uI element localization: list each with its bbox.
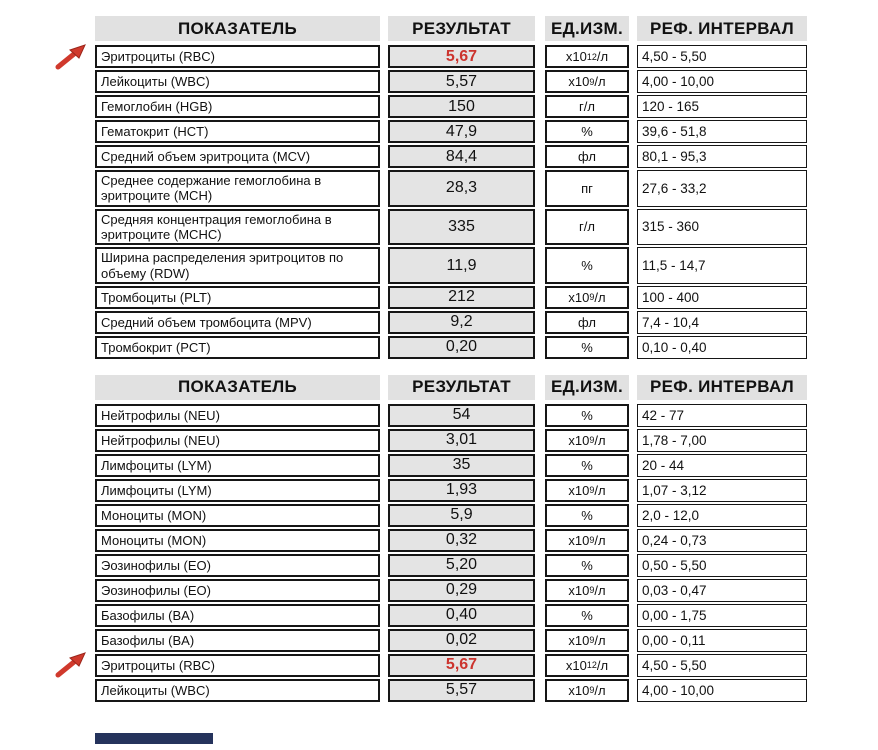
- unit-cell: х10 9 /л: [545, 429, 629, 452]
- parameter-cell: Эозинофилы (EO): [95, 554, 380, 577]
- result-cell: 0,02: [388, 629, 535, 652]
- result-cell: 11,9: [388, 247, 535, 284]
- result-cell: 0,32: [388, 529, 535, 552]
- table-row: [95, 209, 807, 246]
- unit-cell: %: [545, 247, 629, 284]
- result-cell: 150: [388, 95, 535, 118]
- unit-cell: х10 12 /л: [545, 45, 629, 68]
- column-header-parameter: ПОКАЗАТЕЛЬ: [95, 16, 380, 41]
- parameter-cell: Средний объем тромбоцита (MPV): [95, 311, 380, 334]
- table-row: [95, 479, 807, 502]
- ref-interval-cell: 27,6 - 33,2: [637, 170, 807, 207]
- ref-interval-cell: 2,0 - 12,0: [637, 504, 807, 527]
- cbc-table: [95, 16, 807, 359]
- unit-cell: фл: [545, 145, 629, 168]
- parameter-cell: Лимфоциты (LYM): [95, 454, 380, 477]
- unit-cell: г/л: [545, 95, 629, 118]
- unit-cell: %: [545, 504, 629, 527]
- table-row: [95, 247, 807, 284]
- result-cell: 5,67: [388, 45, 535, 68]
- parameter-cell: Эритроциты (RBC): [95, 45, 380, 68]
- table-row: [95, 504, 807, 527]
- parameter-cell: Лейкоциты (WBC): [95, 70, 380, 93]
- result-cell: 5,57: [388, 70, 535, 93]
- column-header-result: РЕЗУЛЬТАТ: [388, 375, 535, 400]
- table-row: [95, 404, 807, 427]
- unit-cell: %: [545, 336, 629, 359]
- result-cell: 47,9: [388, 120, 535, 143]
- column-header-unit: ЕД.ИЗМ.: [545, 16, 629, 41]
- unit-cell: х10 12 /л: [545, 654, 629, 677]
- table-row: [95, 70, 807, 93]
- table-row: [95, 336, 807, 359]
- unit-cell: пг: [545, 170, 629, 207]
- unit-cell: х10 9 /л: [545, 679, 629, 702]
- parameter-cell: Моноциты (MON): [95, 529, 380, 552]
- table-row: [95, 170, 807, 207]
- header-row: [95, 375, 807, 400]
- parameter-cell: Гемоглобин (HGB): [95, 95, 380, 118]
- header-row: [95, 16, 807, 41]
- table-row: [95, 554, 807, 577]
- parameter-cell: Средний объем эритроцита (MCV): [95, 145, 380, 168]
- result-cell: 3,01: [388, 429, 535, 452]
- ref-interval-cell: 1,07 - 3,12: [637, 479, 807, 502]
- unit-cell: %: [545, 120, 629, 143]
- result-cell: 84,4: [388, 145, 535, 168]
- ref-interval-cell: 0,50 - 5,50: [637, 554, 807, 577]
- table-row: [95, 311, 807, 334]
- parameter-cell: Тромбокрит (PCT): [95, 336, 380, 359]
- footer-accent-bar: [95, 733, 213, 744]
- column-header-parameter: ПОКАЗАТЕЛЬ: [95, 375, 380, 400]
- ref-interval-cell: 11,5 - 14,7: [637, 247, 807, 284]
- unit-cell: %: [545, 604, 629, 627]
- column-header-ref: РЕФ. ИНТЕРВАЛ: [637, 16, 807, 41]
- parameter-cell: Средняя концентрация гемоглобина в эритроците (MCHC): [95, 209, 380, 246]
- ref-interval-cell: 0,00 - 1,75: [637, 604, 807, 627]
- column-header-unit: ЕД.ИЗМ.: [545, 375, 629, 400]
- unit-cell: х10 9 /л: [545, 479, 629, 502]
- table-row: [95, 95, 807, 118]
- differential-table: [95, 375, 807, 702]
- parameter-cell: Базофилы (BA): [95, 629, 380, 652]
- ref-interval-cell: 39,6 - 51,8: [637, 120, 807, 143]
- table-row: [95, 579, 807, 602]
- parameter-cell: Ширина распределения эритроцитов по объему (RDW): [95, 247, 380, 284]
- parameter-cell: Эритроциты (RBC): [95, 654, 380, 677]
- ref-interval-cell: 4,50 - 5,50: [637, 45, 807, 68]
- table-row: [95, 629, 807, 652]
- table-row: [95, 679, 807, 702]
- table-row: [95, 454, 807, 477]
- result-cell: 5,9: [388, 504, 535, 527]
- ref-interval-cell: 20 - 44: [637, 454, 807, 477]
- parameter-cell: Базофилы (BA): [95, 604, 380, 627]
- result-cell: 35: [388, 454, 535, 477]
- ref-interval-cell: 80,1 - 95,3: [637, 145, 807, 168]
- parameter-cell: Лимфоциты (LYM): [95, 479, 380, 502]
- ref-interval-cell: 100 - 400: [637, 286, 807, 309]
- abnormal-marker-arrow-icon: [55, 44, 87, 70]
- unit-cell: х10 9 /л: [545, 70, 629, 93]
- parameter-cell: Среднее содержание гемоглобина в эритроците (MCH): [95, 170, 380, 207]
- unit-cell: фл: [545, 311, 629, 334]
- unit-cell: х10 9 /л: [545, 286, 629, 309]
- table-row: [95, 120, 807, 143]
- abnormal-marker-arrow-icon: [55, 652, 87, 678]
- parameter-cell: Гематокрит (HCT): [95, 120, 380, 143]
- result-cell: 0,29: [388, 579, 535, 602]
- ref-interval-cell: 1,78 - 7,00: [637, 429, 807, 452]
- table-row: [95, 654, 807, 677]
- unit-cell: %: [545, 404, 629, 427]
- parameter-cell: Моноциты (MON): [95, 504, 380, 527]
- ref-interval-cell: 0,03 - 0,47: [637, 579, 807, 602]
- table-row: [95, 45, 807, 68]
- table-row: [95, 429, 807, 452]
- ref-interval-cell: 7,4 - 10,4: [637, 311, 807, 334]
- unit-cell: х10 9 /л: [545, 529, 629, 552]
- ref-interval-cell: 4,00 - 10,00: [637, 70, 807, 93]
- unit-cell: х10 9 /л: [545, 579, 629, 602]
- table-row: [95, 604, 807, 627]
- result-cell: 212: [388, 286, 535, 309]
- tables-wrap: [95, 16, 807, 718]
- ref-interval-cell: 0,24 - 0,73: [637, 529, 807, 552]
- ref-interval-cell: 315 - 360: [637, 209, 807, 246]
- result-cell: 54: [388, 404, 535, 427]
- ref-interval-cell: 4,00 - 10,00: [637, 679, 807, 702]
- column-header-ref: РЕФ. ИНТЕРВАЛ: [637, 375, 807, 400]
- ref-interval-cell: 42 - 77: [637, 404, 807, 427]
- result-cell: 0,40: [388, 604, 535, 627]
- unit-cell: х10 9 /л: [545, 629, 629, 652]
- result-cell: 1,93: [388, 479, 535, 502]
- result-cell: 5,67: [388, 654, 535, 677]
- parameter-cell: Нейтрофилы (NEU): [95, 404, 380, 427]
- ref-interval-cell: 0,10 - 0,40: [637, 336, 807, 359]
- result-cell: 0,20: [388, 336, 535, 359]
- ref-interval-cell: 0,00 - 0,11: [637, 629, 807, 652]
- ref-interval-cell: 4,50 - 5,50: [637, 654, 807, 677]
- unit-cell: г/л: [545, 209, 629, 246]
- result-cell: 335: [388, 209, 535, 246]
- result-cell: 5,57: [388, 679, 535, 702]
- ref-interval-cell: 120 - 165: [637, 95, 807, 118]
- column-header-result: РЕЗУЛЬТАТ: [388, 16, 535, 41]
- table-row: [95, 145, 807, 168]
- parameter-cell: Тромбоциты (PLT): [95, 286, 380, 309]
- result-cell: 28,3: [388, 170, 535, 207]
- table-row: [95, 529, 807, 552]
- unit-cell: %: [545, 454, 629, 477]
- table-row: [95, 286, 807, 309]
- result-cell: 9,2: [388, 311, 535, 334]
- parameter-cell: Лейкоциты (WBC): [95, 679, 380, 702]
- parameter-cell: Нейтрофилы (NEU): [95, 429, 380, 452]
- result-cell: 5,20: [388, 554, 535, 577]
- parameter-cell: Эозинофилы (EO): [95, 579, 380, 602]
- unit-cell: %: [545, 554, 629, 577]
